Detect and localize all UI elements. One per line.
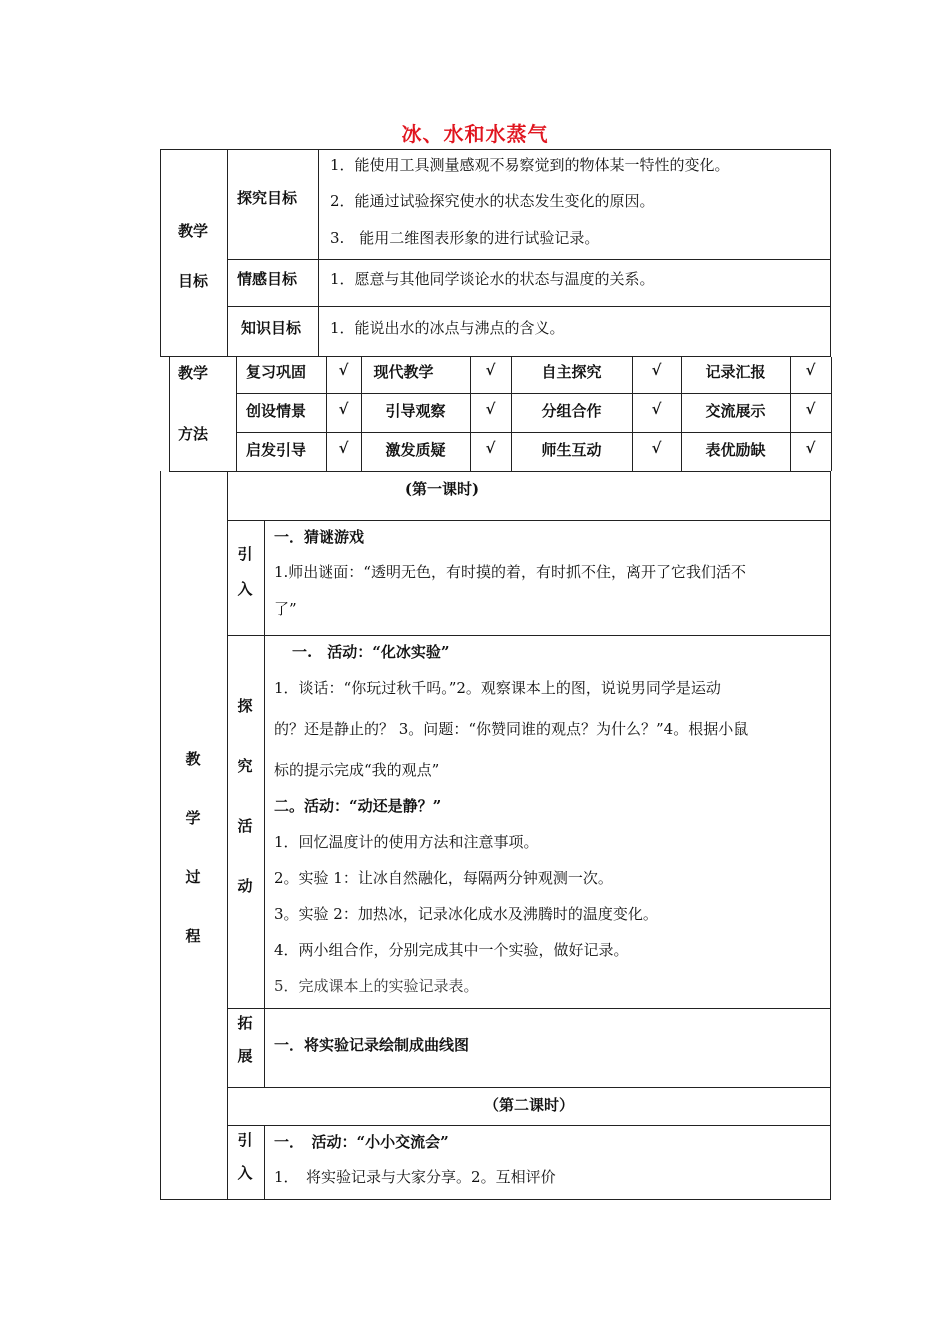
goals-group-label-2: 目标 [178, 272, 209, 290]
methods-label-2: 方法 [178, 425, 209, 443]
lesson-1-heading: (第一课时) [404, 480, 480, 498]
method-cell: 复习巩固 [245, 363, 306, 381]
extend-text: 一．将实验记录绘制成曲线图 [274, 1036, 470, 1054]
intro-1-heading: 一．猜谜游戏 [274, 528, 365, 546]
explore-step: 3。实验 2：加热冰，记录冰化成水及沸腾时的温度变化。 [274, 905, 658, 923]
method-cell: 记录汇报 [705, 363, 766, 381]
intro-1-line: 了” [274, 600, 297, 618]
goal-item: 3. 能用二维图表形象的进行试验记录。 [330, 229, 600, 247]
intro-2-label: 引 入 [237, 1131, 253, 1182]
explore-step: 4．两小组合作，分别完成其中一个实验，做好记录。 [274, 941, 629, 959]
explore-heading-2: 二。活动：“动还是静？” [274, 797, 442, 815]
method-cell: 交流展示 [705, 402, 766, 420]
goal-label-emotion: 情感目标 [237, 270, 298, 288]
explore-step: 2。实验 1：让冰自然融化，每隔两分钟观测一次。 [274, 869, 613, 887]
goal-label-explore: 探究目标 [237, 189, 298, 207]
check-mark: √ [485, 439, 496, 457]
goals-group-label-1: 教学 [178, 222, 209, 240]
method-cell: 表优励缺 [705, 441, 766, 459]
explore-label: 探 究 活 动 [237, 697, 253, 895]
check-mark: √ [805, 439, 816, 457]
method-cell: 激发质疑 [385, 441, 446, 459]
process-label: 教 学 过 程 [185, 750, 201, 945]
method-cell: 自主探究 [541, 363, 602, 381]
intro-1-line: 1.师出谜面：“透明无色，有时摸的着，有时抓不住，离开了它我们活不 [274, 563, 746, 581]
check-mark: √ [651, 361, 662, 379]
check-mark: √ [651, 439, 662, 457]
page-title: 冰、水和水蒸气 [401, 122, 549, 146]
goal-item: 1．能说出水的冰点与沸点的含义。 [330, 319, 565, 337]
method-cell: 分组合作 [541, 402, 602, 420]
method-cell: 师生互动 [541, 441, 602, 459]
goal-item: 1．能使用工具测量感观不易察觉到的物体某一特性的变化。 [330, 156, 730, 174]
check-mark: √ [805, 400, 816, 418]
explore-paragraph: 的？还是静止的？ 3。问题：“你赞同谁的观点？为什么？”4。根据小鼠 [274, 720, 749, 738]
goal-item: 1．愿意与其他同学谈论水的状态与温度的关系。 [330, 270, 655, 288]
explore-heading-1: 一. 活动：“化冰实验” [292, 643, 450, 661]
check-mark: √ [485, 361, 496, 379]
explore-paragraph: 标的提示完成“我的观点” [274, 761, 440, 779]
check-mark: √ [805, 361, 816, 379]
explore-step: 5．完成课本上的实验记录表。 [274, 977, 479, 995]
method-cell: 现代教学 [373, 363, 434, 381]
extend-label: 拓 展 [237, 1014, 253, 1065]
method-cell: 引导观察 [385, 402, 446, 420]
method-cell: 启发引导 [245, 441, 306, 459]
method-cell: 创设情景 [245, 402, 306, 420]
intro-1-label: 引 入 [237, 545, 253, 598]
check-mark: √ [651, 400, 662, 418]
explore-paragraph: 1．谈话：“你玩过秋千吗。”2。观察课本上的图，说说男同学是运动 [274, 679, 721, 697]
check-mark: √ [338, 439, 349, 457]
check-mark: √ [485, 400, 496, 418]
lesson-2-heading: （第二课时） [483, 1096, 574, 1114]
explore-step: 1．回忆温度计的使用方法和注意事项。 [274, 833, 539, 851]
intro-2-line: 1． 将实验记录与大家分享。2。互相评价 [274, 1168, 556, 1186]
check-mark: √ [338, 400, 349, 418]
goal-label-knowledge: 知识目标 [241, 319, 302, 337]
check-mark: √ [338, 361, 349, 379]
methods-label-1: 教学 [178, 364, 209, 382]
intro-2-heading: 一． 活动：“小小交流会” [274, 1133, 449, 1151]
goal-item: 2．能通过试验探究使水的状态发生变化的原因。 [330, 192, 655, 210]
